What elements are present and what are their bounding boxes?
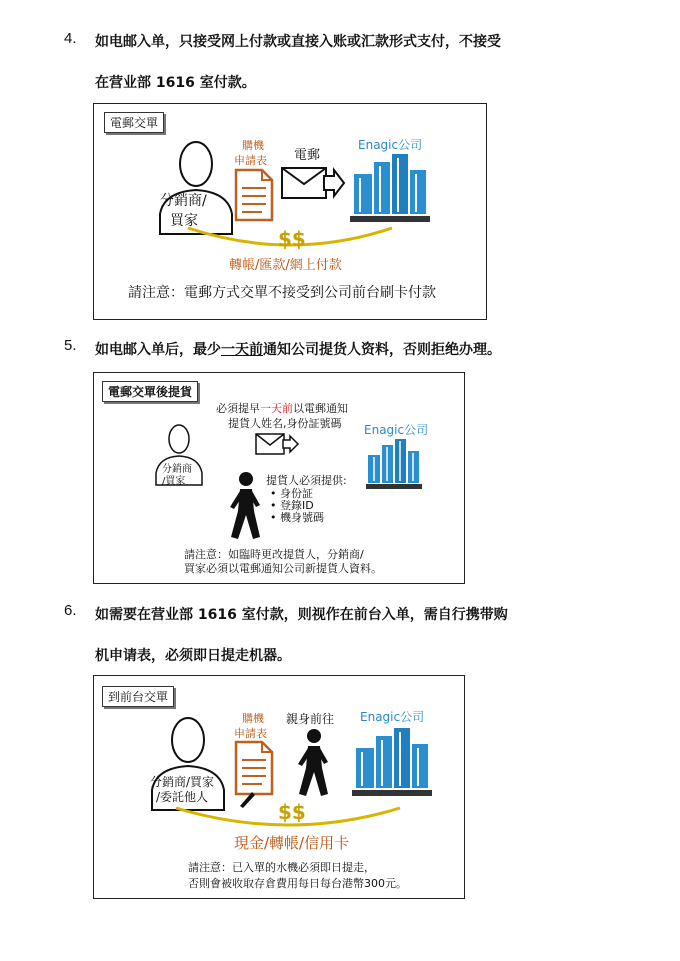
diagram-note-line1: 請注意：如臨時更改提貨人，分銷商/ — [184, 548, 364, 561]
item-4-text-line2: 在营业部 1616 室付款。 — [95, 75, 256, 91]
diagram-note-line2: 買家必須以電郵通知公司新提貨人資料。 — [184, 562, 382, 575]
payment-methods: 現金/轉帳/信用卡 — [234, 834, 350, 852]
email-label: 電郵 — [294, 148, 321, 163]
envelope-icon — [280, 166, 346, 200]
form-label-1: 購機 — [242, 712, 264, 725]
building-icon — [350, 152, 430, 226]
envelope-icon — [254, 432, 300, 456]
payment-methods: 轉帳/匯款/網上付款 — [229, 258, 342, 273]
money-symbol: $$ — [278, 800, 306, 824]
pickup-item: • 身份証 — [270, 487, 313, 500]
walk-label: 親身前往 — [286, 712, 335, 726]
diagram-note: 請注意：電郵方式交單不接受到公司前台刷卡付款 — [128, 285, 436, 301]
company-label: Enagic公司 — [358, 138, 423, 152]
item-6-number: 6. — [64, 602, 77, 619]
item-4-number: 4. — [64, 30, 77, 47]
building-icon — [352, 726, 432, 800]
notice-line1: 必須提早一天前以電郵通知 — [216, 402, 348, 415]
diagram-email-order — [93, 103, 487, 320]
person-label-2: 買家 — [170, 213, 198, 229]
diagram-tag: 電郵交單 — [104, 112, 164, 133]
person-label-1: 分銷商/買家 — [150, 775, 215, 789]
item-6-text-line1: 如需要在营业部 1616 室付款，则视作在前台入单，需自行携带购 — [95, 607, 508, 623]
diagram-note-line1: 請注意：已入單的水機必須即日提走， — [188, 861, 375, 874]
person-label-1: 分銷商/ — [160, 193, 207, 209]
pickup-item: • 登錄ID — [270, 499, 314, 512]
form-label-1: 購機 — [242, 139, 264, 152]
form-label-2: 申請表 — [234, 154, 267, 167]
item-5-text: 如电邮入单后，最少一天前通知公司提货人资料，否则拒绝办理。 — [95, 342, 501, 358]
pickup-item: • 機身號碼 — [270, 511, 324, 524]
diagram-note-line2: 否則會被收取存倉費用每日每台港幣300元。 — [188, 877, 407, 890]
diagram-front-desk-order — [93, 675, 465, 899]
person-label-2: /委託他人 — [156, 790, 209, 804]
building-icon — [366, 437, 422, 491]
company-label: Enagic公司 — [360, 710, 425, 724]
item-5-number: 5. — [64, 337, 77, 354]
item-6-text-line2: 机申请表，必须即日提走机器。 — [95, 648, 291, 664]
item-4-text-line1: 如电邮入单，只接受网上付款或直接入账或汇款形式支付，不接受 — [95, 34, 501, 50]
diagram-email-pickup — [93, 372, 465, 584]
company-label: Enagic公司 — [364, 423, 429, 437]
person-label-1: 分銷商 — [162, 464, 192, 475]
document-icon — [234, 740, 276, 810]
notice-line2: 提貨人姓名,身份証號碼 — [228, 417, 342, 430]
person-label-2: /買家 — [162, 476, 186, 487]
pickup-title: 提貨人必須提供: — [266, 474, 347, 487]
diagram-tag: 到前台交單 — [102, 686, 174, 707]
document-icon — [234, 168, 274, 222]
walking-person-icon — [226, 471, 262, 541]
walking-person-icon — [292, 728, 332, 798]
money-symbol: $$ — [278, 227, 306, 251]
diagram-tag: 電郵交單後提貨 — [102, 381, 198, 402]
form-label-2: 申請表 — [234, 727, 267, 740]
